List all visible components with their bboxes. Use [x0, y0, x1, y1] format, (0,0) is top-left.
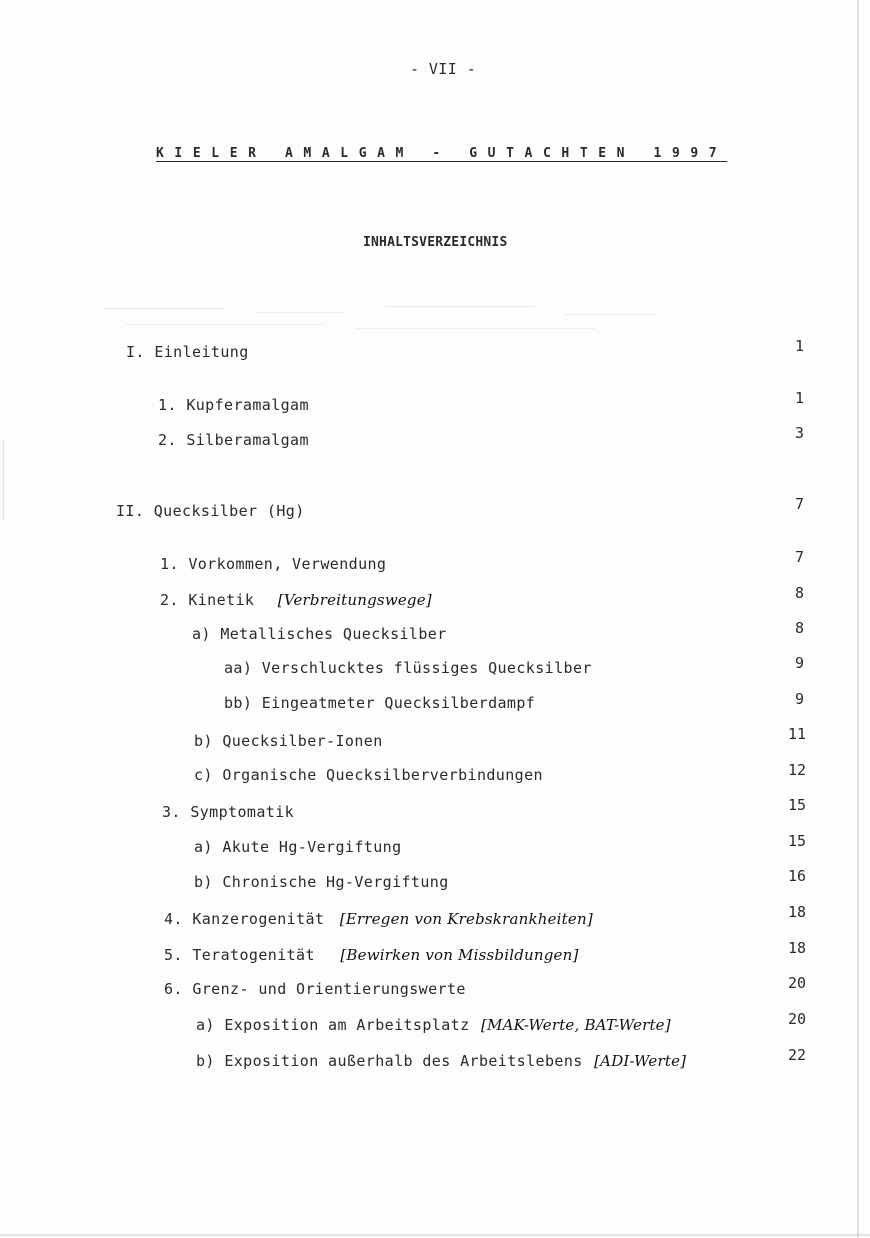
toc-number: c): [194, 766, 213, 784]
handwritten-note: [ADI-Werte]: [594, 1052, 687, 1070]
page-number: - VII -: [410, 60, 477, 78]
document-title: KIELER AMALGAM - GUTACHTEN 1997: [156, 146, 728, 161]
toc-text: Akute Hg-Vergiftung: [222, 838, 402, 856]
toc-text: Silberamalgam: [186, 431, 309, 449]
toc-text: Quecksilber-Ionen: [222, 732, 383, 750]
toc-page: 18: [788, 939, 807, 957]
toc-entry: [224, 659, 592, 677]
toc-text: Kinetik: [188, 591, 255, 609]
toc-number: I.: [126, 343, 145, 361]
toc-text: Einleitung: [154, 343, 249, 361]
toc-entry: [164, 910, 593, 928]
toc-page: 16: [788, 867, 807, 885]
toc-text: Quecksilber (Hg): [153, 502, 305, 520]
toc-number: b): [194, 732, 213, 750]
toc-entry: [164, 946, 579, 964]
toc-number: aa): [224, 659, 253, 677]
toc-page: 1: [795, 389, 805, 407]
toc-text: Verschlucktes flüssiges Quecksilber: [261, 659, 592, 677]
toc-page: 15: [788, 796, 807, 814]
toc-number: II.: [116, 502, 145, 520]
toc-text: Eingeatmeter Quecksilberdampf: [261, 694, 536, 712]
scan-smudge: [95, 300, 665, 338]
toc-number: 1.: [158, 396, 177, 414]
toc-entry: [196, 1052, 686, 1070]
toc-entry: [160, 591, 432, 609]
handwritten-note: [Verbreitungswege]: [277, 591, 432, 609]
toc-text: Metallisches Quecksilber: [220, 625, 447, 643]
toc-text: Grenz- und Orientierungswerte: [192, 980, 466, 998]
toc-page: 9: [795, 690, 805, 708]
toc-page: 11: [788, 725, 807, 743]
toc-entry: [196, 1016, 671, 1034]
toc-page: 15: [788, 832, 807, 850]
toc-number: 2.: [158, 431, 177, 449]
toc-entry: [160, 555, 386, 573]
toc-heading: INHALTSVERZEICHNIS: [363, 235, 508, 250]
toc-entry: [194, 838, 402, 856]
toc-number: 4.: [164, 910, 183, 928]
toc-page: 7: [795, 495, 805, 513]
toc-entry: [158, 431, 309, 449]
toc-number: 6.: [164, 980, 183, 998]
toc-text: Vorkommen, Verwendung: [188, 555, 387, 573]
toc-number: a): [196, 1016, 215, 1034]
toc-number: 1.: [160, 555, 179, 573]
toc-number: a): [192, 625, 211, 643]
toc-entry: [162, 803, 294, 821]
toc-page: 20: [788, 974, 807, 992]
scan-edge-bottom: [0, 1234, 870, 1236]
toc-text: Organische Quecksilberverbindungen: [222, 766, 543, 784]
toc-number: b): [194, 873, 213, 891]
toc-entry: [194, 732, 383, 750]
toc-entry: [164, 980, 466, 998]
scan-edge-left: [3, 440, 4, 520]
scan-edge-right: [857, 0, 859, 1238]
toc-entry: [224, 694, 535, 712]
toc-text: Exposition am Arbeitsplatz: [224, 1016, 470, 1034]
toc-entry: [194, 873, 449, 891]
handwritten-note: [MAK-Werte, BAT-Werte]: [480, 1016, 671, 1034]
toc-page: 9: [795, 654, 805, 672]
toc-page: 8: [795, 584, 805, 602]
toc-number: 2.: [160, 591, 179, 609]
toc-entry: [192, 625, 447, 643]
toc-number: b): [196, 1052, 215, 1070]
toc-page: 12: [788, 761, 807, 779]
toc-page: 20: [788, 1010, 807, 1028]
toc-text: Kupferamalgam: [186, 396, 309, 414]
toc-page: 8: [795, 619, 805, 637]
toc-page: 7: [795, 548, 805, 566]
toc-page: 1: [795, 337, 805, 355]
handwritten-note: [Bewirken von Missbildungen]: [340, 946, 579, 964]
toc-entry: [116, 502, 305, 520]
toc-text: Kanzerogenität: [192, 910, 325, 928]
toc-text: Chronische Hg-Vergiftung: [222, 873, 449, 891]
toc-page: 3: [795, 424, 805, 442]
toc-number: 3.: [162, 803, 181, 821]
toc-page: 22: [788, 1046, 807, 1064]
toc-entry: [158, 396, 309, 414]
toc-entry: [194, 766, 543, 784]
handwritten-note: [Erregen von Krebskrankheiten]: [339, 910, 593, 928]
toc-page: 18: [788, 903, 807, 921]
toc-text: Teratogenität: [192, 946, 315, 964]
toc-number: bb): [224, 694, 253, 712]
toc-number: a): [194, 838, 213, 856]
toc-entry: [126, 343, 249, 361]
toc-text: Exposition außerhalb des Arbeitslebens: [224, 1052, 583, 1070]
toc-text: Symptomatik: [190, 803, 295, 821]
toc-number: 5.: [164, 946, 183, 964]
